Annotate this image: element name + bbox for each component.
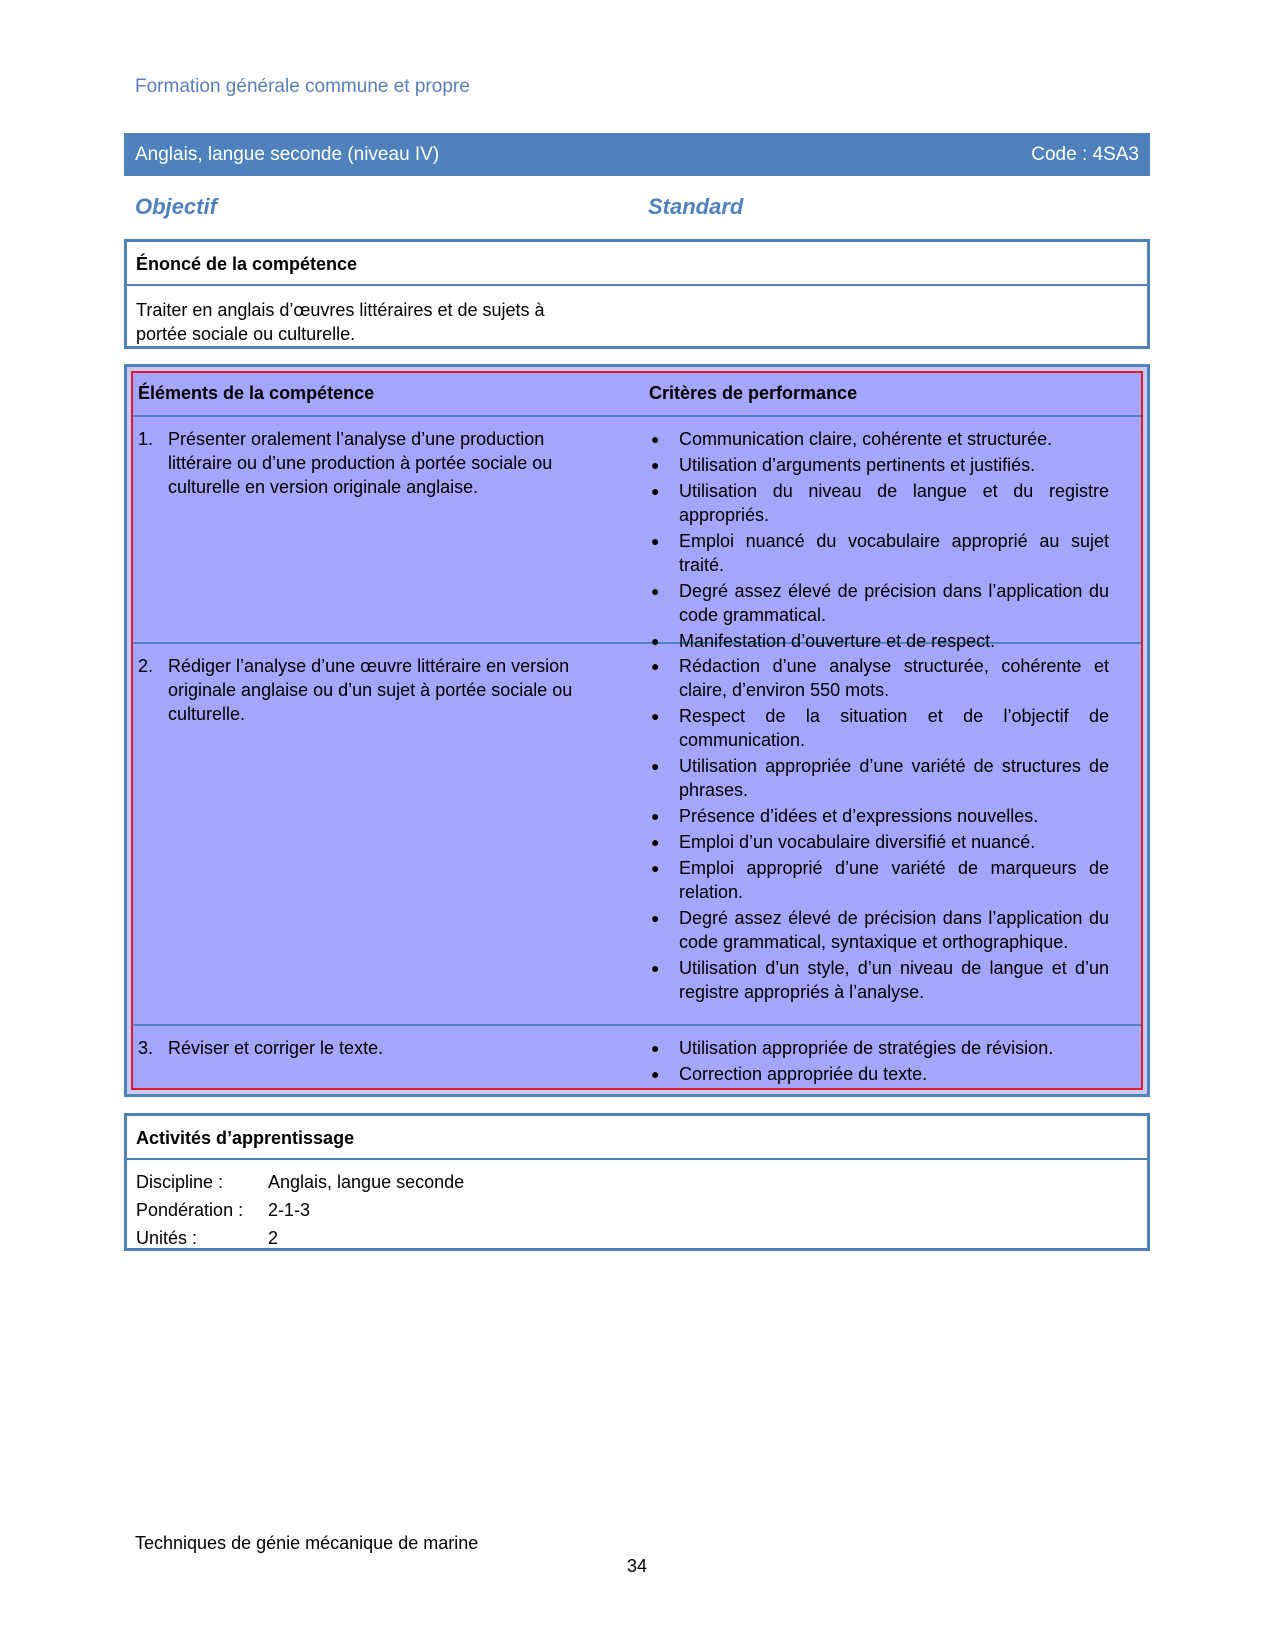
bullet-icon: ● <box>651 1040 660 1056</box>
bullet-icon: ● <box>651 658 660 674</box>
footer-program-name: Techniques de génie mécanique de marine <box>135 1533 479 1553</box>
course-code: Code : 4SA3 <box>1031 143 1139 165</box>
criterion-item: ● Respect de la situation et de l’objectif de communication. <box>651 706 1109 750</box>
bullet-icon: ● <box>651 834 660 850</box>
competence-table-header <box>133 373 1141 417</box>
activites-title: Activités d’apprentissage <box>127 1116 1147 1160</box>
element-text: Rédiger l’analyse d’une œuvre littéraire en version originale anglaise ou d’un sujet à portée sociale ou culturelle. <box>168 656 573 724</box>
enonce-title: Énoncé de la compétence <box>127 242 1147 286</box>
activites-box <box>124 1113 1150 1251</box>
element-number: 3. <box>138 1038 154 1058</box>
criterion-item: ● Communication claire, cohérente et structurée. <box>651 429 1053 449</box>
enonce-box <box>124 239 1150 349</box>
criterion-item: ● Utilisation du niveau de langue et du registre appropriés. <box>651 481 1109 525</box>
competence-row <box>133 644 1141 1026</box>
bullet-icon: ● <box>651 960 660 976</box>
ponderation-row: Pondération : 2-1-3 <box>136 1200 311 1220</box>
element-item <box>138 427 608 499</box>
criteria-list <box>649 427 1109 655</box>
element-item <box>138 1036 608 1060</box>
bullet-icon: ● <box>651 910 660 926</box>
bullet-icon: ● <box>651 758 660 774</box>
criterion-item: ● Manifestation d’ouverture et de respect. <box>651 631 996 651</box>
element-number: 2. <box>138 656 154 676</box>
competence-table-inner <box>131 371 1143 1090</box>
enonce-text: Traiter en anglais d’œuvres littéraires et de sujets à portée sociale ou culturelle. <box>136 300 545 344</box>
element-item <box>138 654 608 726</box>
objectif-label: Objectif <box>135 194 217 219</box>
bullet-icon: ● <box>651 1066 660 1082</box>
activites-body <box>127 1160 1147 1252</box>
bullet-icon: ● <box>651 533 660 549</box>
elements-column-header: Éléments de la compétence <box>138 383 375 403</box>
criterion-item: ● Correction appropriée du texte. <box>651 1064 928 1084</box>
criterion-item: ● Degré assez élevé de précision dans l’application du code grammatical, syntaxique et orthographique. <box>651 908 1109 952</box>
standard-label: Standard <box>648 194 744 219</box>
bullet-icon: ● <box>651 583 660 599</box>
criteria-list <box>649 654 1109 1006</box>
criterion-item: ● Utilisation appropriée de stratégies de révision. <box>651 1038 1054 1058</box>
criterion-item: ● Emploi approprié d’une variété de marqueurs de relation. <box>651 858 1109 902</box>
criteria-list <box>649 1036 1109 1088</box>
bullet-icon: ● <box>651 457 660 473</box>
course-title: Anglais, langue seconde (niveau IV) <box>135 143 440 165</box>
bullet-icon: ● <box>651 633 660 649</box>
objectif-standard-row <box>135 194 755 218</box>
bullet-icon: ● <box>651 431 660 447</box>
criterion-item: ● Emploi d’un vocabulaire diversifié et nuancé. <box>651 832 1036 852</box>
bullet-icon: ● <box>651 708 660 724</box>
element-text: Réviser et corriger le texte. <box>168 1038 384 1058</box>
element-number: 1. <box>138 429 154 449</box>
criterion-item: ● Rédaction d’une analyse structurée, cohérente et claire, d’environ 550 mots. <box>651 656 1109 700</box>
criterion-item: ● Degré assez élevé de précision dans l’application du code grammatical. <box>651 581 1109 625</box>
element-text: Présenter oralement l’analyse d’une production littéraire ou d’une production à portée sociale ou culturelle en version originale anglaise. <box>168 429 553 497</box>
criterion-item: ● Utilisation d’arguments pertinents et justifiés. <box>651 455 1036 475</box>
competence-row <box>133 1026 1141 1094</box>
bullet-icon: ● <box>651 860 660 876</box>
page-header: Formation générale commune et propre <box>135 76 470 97</box>
criterion-item: ● Utilisation d’un style, d’un niveau de langue et d’un registre appropriés à l’analyse. <box>651 958 1109 1002</box>
course-title-bar <box>124 133 1150 176</box>
page-number: 34 <box>627 1556 648 1576</box>
criterion-item: ● Emploi nuancé du vocabulaire approprié au sujet traité. <box>651 531 1109 575</box>
competence-table <box>124 364 1150 1097</box>
discipline-row: Discipline : Anglais, langue seconde <box>136 1172 465 1192</box>
bullet-icon: ● <box>651 808 660 824</box>
criterion-item: ● Utilisation appropriée d’une variété de structures de phrases. <box>651 756 1109 800</box>
unites-row: Unités : 2 <box>136 1228 279 1248</box>
competence-row <box>133 417 1141 651</box>
criteres-column-header: Critères de performance <box>649 383 858 403</box>
bullet-icon: ● <box>651 483 660 499</box>
criterion-item: ● Présence d’idées et d’expressions nouvelles. <box>651 806 1039 826</box>
